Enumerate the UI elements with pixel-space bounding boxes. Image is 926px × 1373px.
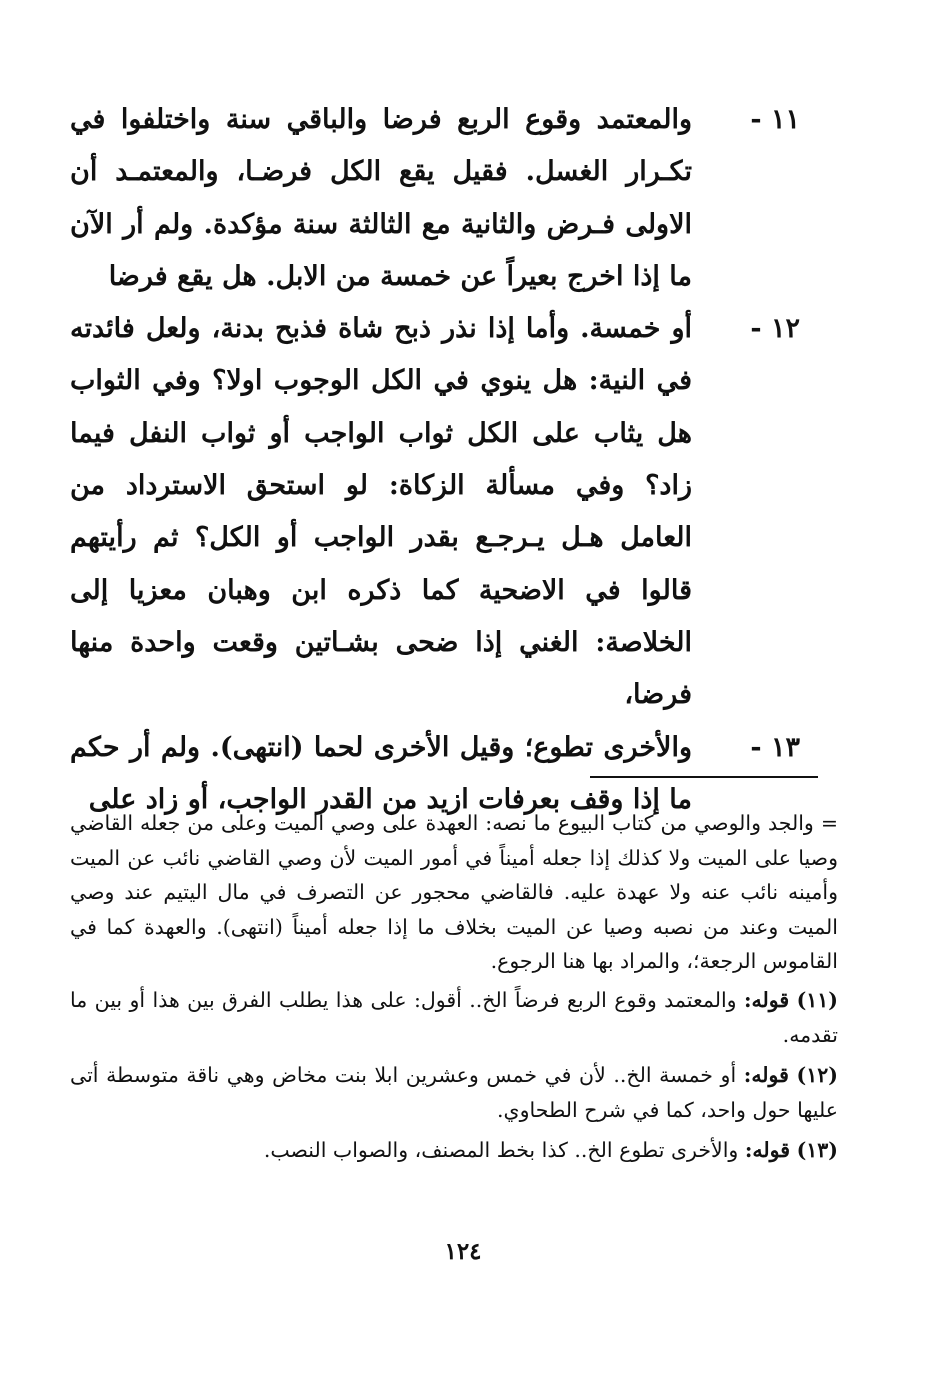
footnote-keyword: قوله: — [743, 987, 790, 1012]
footnote-text: والأخرى تطوع الخ.. كذا بخط المصنف، والصواب النصب. — [263, 1138, 739, 1163]
footnote-12 — [70, 1058, 838, 1127]
footnote-text: والمعتمد وقوع الربع فرضاً الخ.. أقول: على هذا يطلب الفرق بين هذا أو بين ما تقدمه. — [70, 987, 838, 1047]
entry-number: ١٢ - — [750, 313, 800, 345]
footnote-keyword: قوله: — [744, 1138, 791, 1163]
footnote-continuation: = والجد والوصي من كتاب البيوع ما نصه: العهدة على وصي الميت وعلى من جعله القاضي وصيا على الميت ولا كذلك إذا جعله أميناً في أمور الميت لأن وصي القاضي نائب عن الميت وأمينه نائب عنه ولا عهدة عليه. فالقاضي محجور عن التصرف في مال اليتيم عند وصي الميت وعند من نصبه وصيا عن الميت بخلاف ما إذا جعله أميناً (انتهى). والعهدة كما في القاموس الرجعة؛، والمراد بها هنا الرجوع. — [70, 811, 838, 974]
entry-number: ١٣ - — [750, 731, 800, 763]
footnote-number: (١٣) — [796, 1138, 838, 1163]
footnotes — [70, 806, 838, 1174]
main-text — [70, 94, 800, 826]
footnote-number: (١١) — [796, 987, 838, 1012]
entry-text: والأخرى تطوع؛ وقيل الأخرى لحما (انتهى). ولم أر حكم ما إذا وقف بعرفات ازيد من القدر الواجب، أو زاد على — [70, 731, 692, 815]
entry-text: أو خمسة. وأما إذا نذر ذبح شاة فذبح بدنة، ولعل فائدته في النية: هل ينوي في الكل الوجوب اولا؟ وفي الثواب هل يثاب على الكل ثواب الواجب أو ثواب النفل فيما زاد؟ وفي مسألة الزكاة: لو استحق الاسترداد من العامل هـل يـرجـع بقدر الواجب أو الكل؟ ثم رأيتهم قالوا في الاضحية كما ذكره ابن وهبان معزيا إلى الخلاصة: الغني إذا ضحى بشـاتين وقعت واحدة منها فرضا، — [70, 313, 692, 711]
footnote-number: (١٢) — [796, 1063, 838, 1088]
entry-12 — [70, 303, 800, 721]
footnote-11 — [70, 983, 838, 1052]
entry-text: والمعتمد وقوع الربع فرضا والباقي سنة واختلفوا في تكـرار الغسل. فقيل يقع الكل فرضـا، والمعتمـد أن الاولى فـرض والثانية مع الثالثة سنة مؤكدة. ولم أر الآن ما إذا اخرج بعيراً عن خمسة من الابل. هل يقع فرضا — [70, 104, 692, 292]
entry-number: ١١ - — [750, 104, 800, 135]
page-number: ١٢٤ — [444, 1238, 482, 1265]
footnote-divider — [590, 776, 818, 778]
footnote-keyword: قوله: — [743, 1063, 789, 1088]
footnote-13 — [70, 1133, 838, 1168]
footnote-text: أو خمسة الخ.. لأن في خمس وعشرين ابلا بنت مخاض وهي ناقة متوسطة أتى عليها حول واحد، كما في شرح الطحاوي. — [70, 1063, 838, 1122]
entry-11 — [70, 94, 800, 303]
